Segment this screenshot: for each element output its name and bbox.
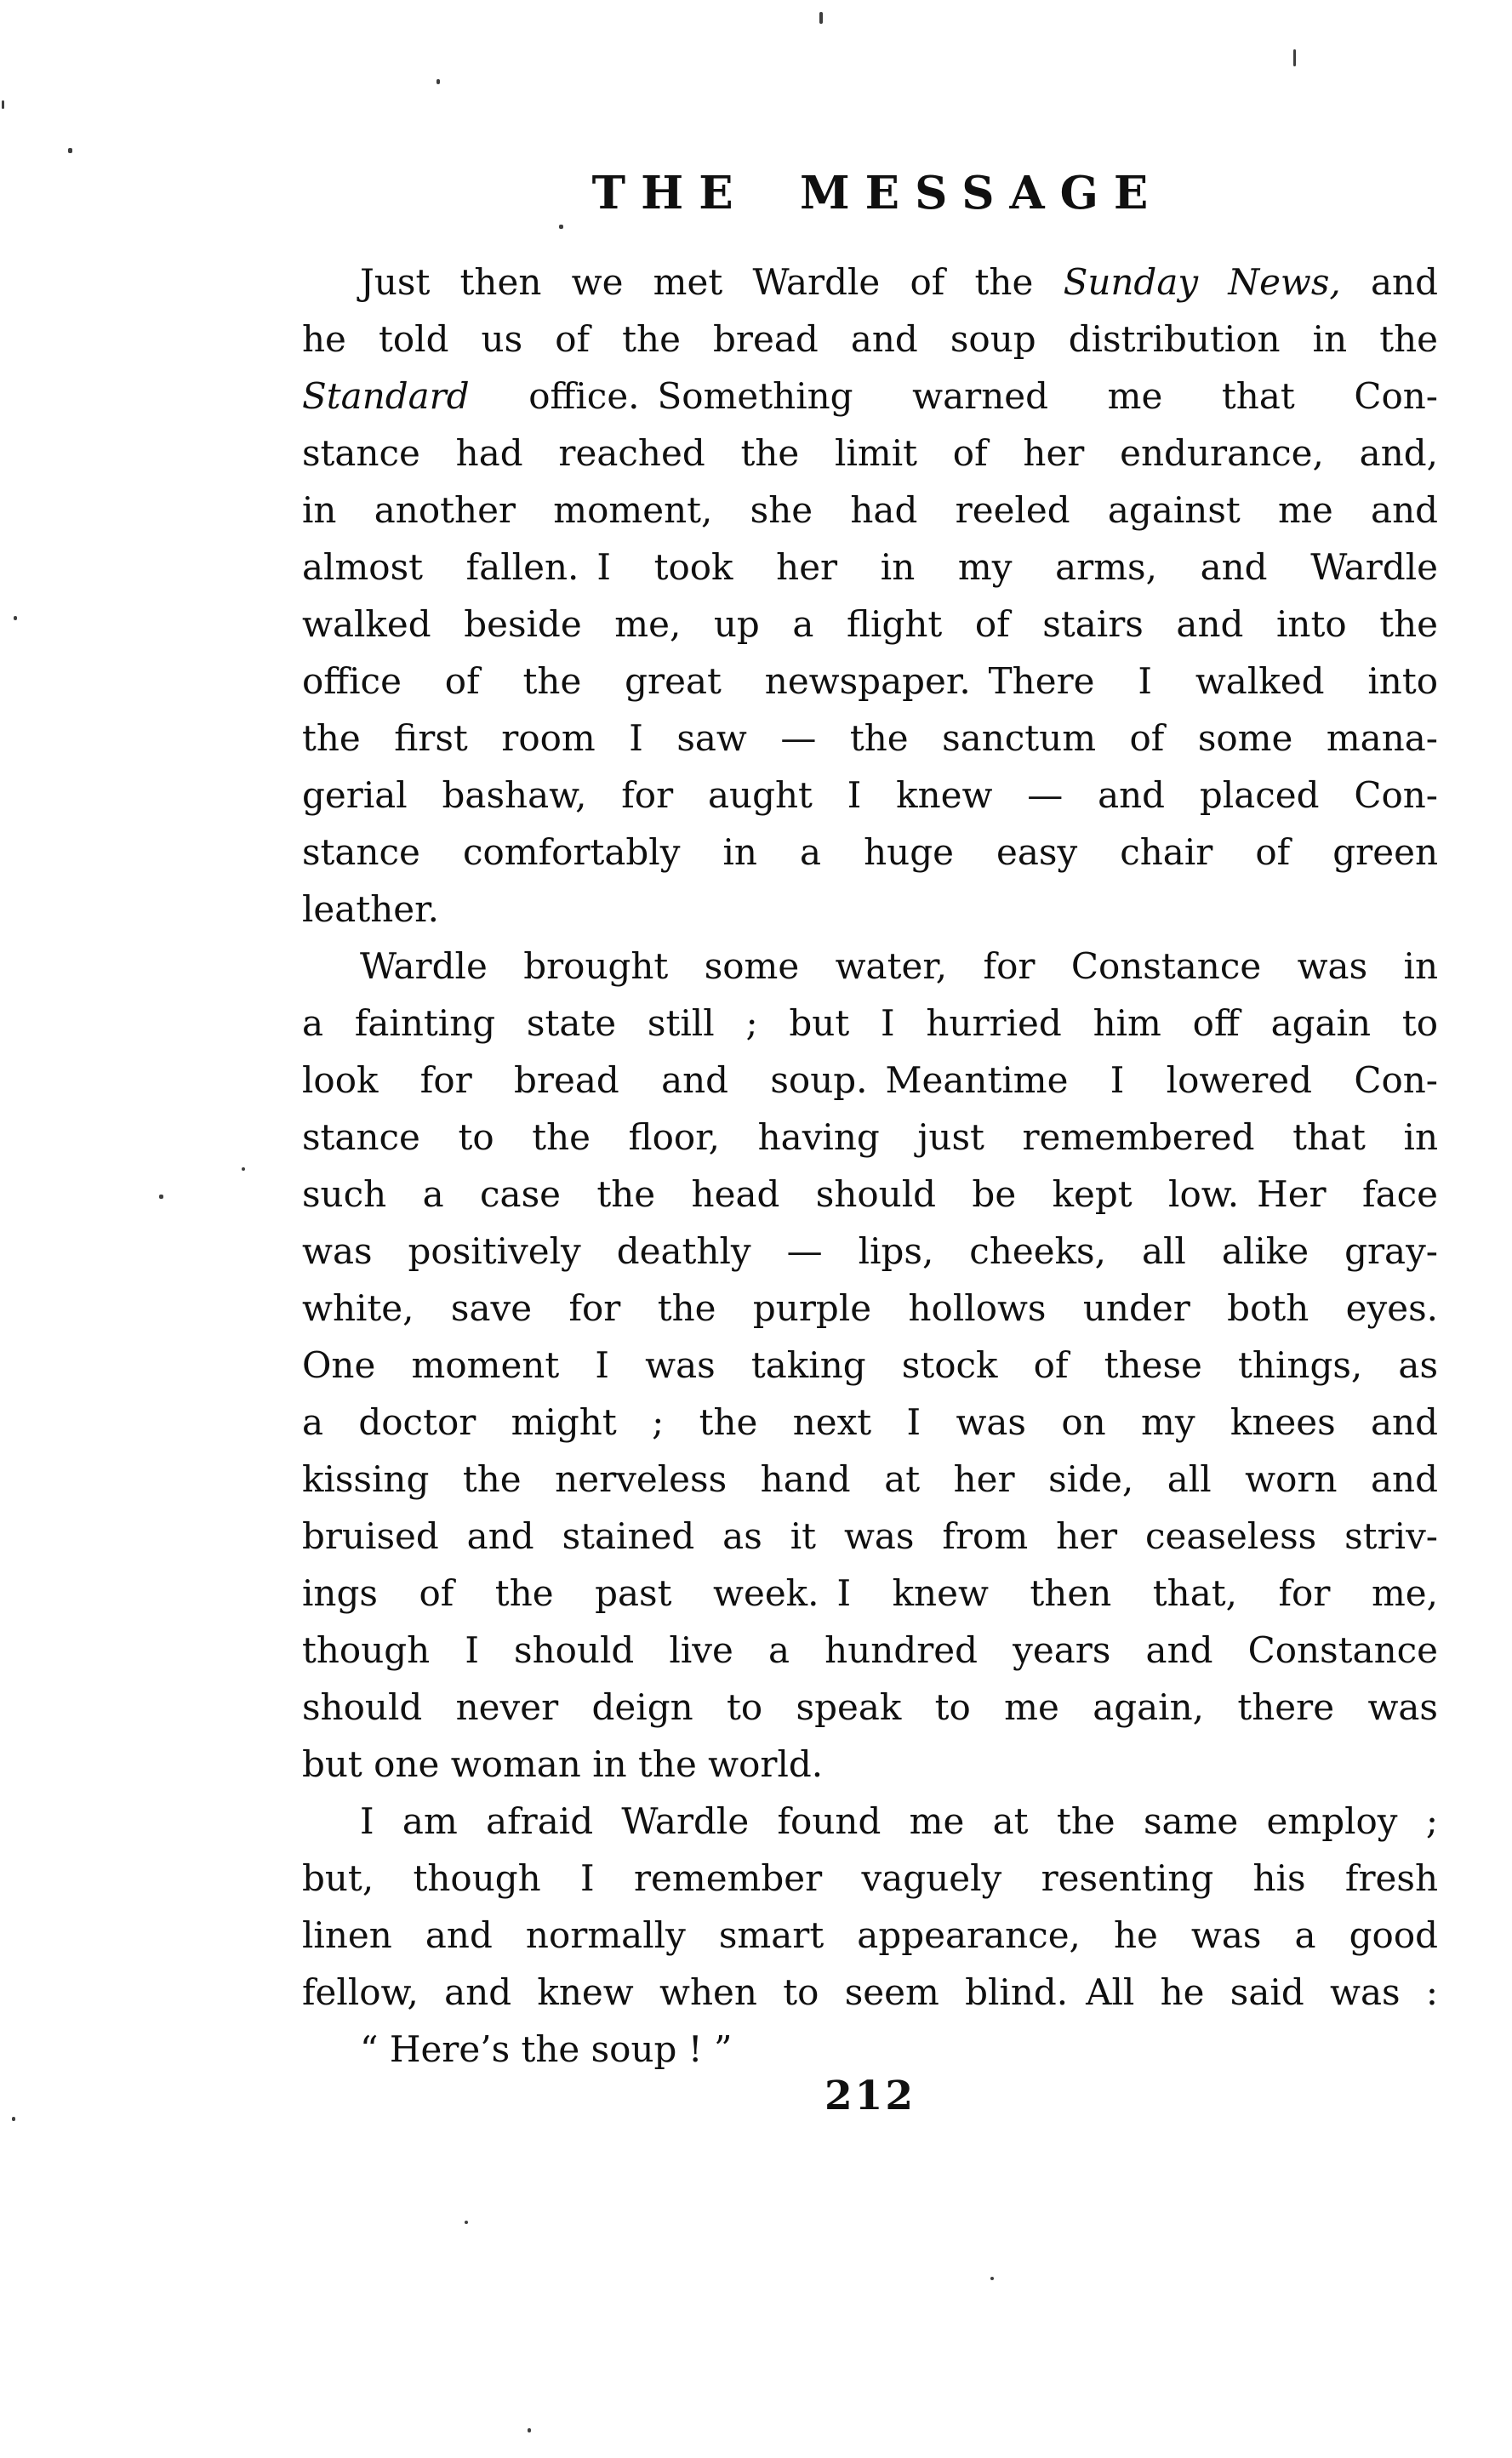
text-line: [302, 1736, 1438, 1793]
text-line: [302, 1793, 1438, 1850]
italic-text-segment: Sunday News,: [1063, 261, 1341, 303]
text-line: [302, 1907, 1438, 1964]
text-segment: white, save for the purple hollows under both eyes.: [302, 1287, 1438, 1329]
text-line: [302, 1508, 1438, 1565]
scan-speck: [68, 148, 72, 153]
text-line: [302, 368, 1438, 425]
text-block: [302, 254, 1438, 2078]
text-segment: bruised and stained as it was from her ceaseless striv-: [302, 1515, 1438, 1557]
text-line: [302, 1565, 1438, 1622]
text-segment: kissing the nerveless hand at her side, all worn and: [302, 1458, 1438, 1500]
text-line: [302, 1394, 1438, 1451]
text-line: [302, 311, 1438, 368]
text-segment: stance had reached the limit of her endurance, and,: [302, 432, 1438, 474]
text-segment: walked beside me, up a flight of stairs and into the: [302, 603, 1438, 645]
scan-speck: [242, 1167, 245, 1171]
text-line: [302, 2021, 1438, 2078]
text-segment: a doctor might ; the next I was on my knees and: [302, 1401, 1438, 1443]
scan-speck: [12, 2117, 15, 2121]
text-segment: ings of the past week. I knew then that, for me,: [302, 1572, 1438, 1614]
scan-speck: [465, 2221, 468, 2224]
scan-speck: [819, 12, 823, 24]
text-segment: “ Here’s the soup ! ”: [360, 2028, 733, 2070]
text-segment: Just then we met Wardle of the: [360, 261, 1064, 303]
text-segment: the first room I saw — the sanctum of some mana-: [302, 717, 1438, 759]
text-segment: but, though I remember vaguely resenting his fresh: [302, 1857, 1438, 1899]
text-line: [302, 1223, 1438, 1280]
text-line: [302, 824, 1438, 881]
text-segment: fellow, and knew when to seem blind. All he said was :: [302, 1971, 1438, 2013]
text-segment: but one woman in the world.: [302, 1743, 824, 1785]
text-segment: and: [1340, 261, 1438, 303]
text-line: [302, 482, 1438, 539]
text-segment: such a case the head should be kept low. Her face: [302, 1173, 1438, 1215]
text-segment: should never deign to speak to me again, there was: [302, 1686, 1438, 1728]
page-number: 212: [824, 2073, 916, 2119]
text-segment: in another moment, she had reeled against me and: [302, 489, 1438, 531]
scan-speck: [14, 616, 17, 620]
text-line: [302, 1451, 1438, 1508]
text-line: [302, 1280, 1438, 1337]
text-line: [302, 254, 1438, 311]
scan-speck: [2, 100, 4, 109]
chapter-title: THE MESSAGE: [591, 167, 1164, 220]
text-segment: almost fallen. I took her in my arms, and Wardle: [302, 546, 1438, 588]
text-segment: a fainting state still ; but I hurried him off again to: [302, 1002, 1438, 1044]
text-segment: gerial bashaw, for aught I knew — and placed Con-: [302, 774, 1438, 816]
text-segment: One moment I was taking stock of these things, as: [302, 1344, 1438, 1386]
text-segment: look for bread and soup. Meantime I lowered Con-: [302, 1059, 1438, 1101]
text-segment: linen and normally smart appearance, he was a good: [302, 1914, 1438, 1956]
text-line: [302, 1850, 1438, 1907]
text-line: [302, 710, 1438, 767]
text-line: [302, 881, 1438, 938]
text-line: [302, 1052, 1438, 1109]
italic-text-segment: Standard: [302, 375, 470, 417]
text-line: [302, 1337, 1438, 1394]
scan-speck: [1293, 49, 1296, 66]
text-line: [302, 539, 1438, 596]
text-line: [302, 596, 1438, 653]
text-line: [302, 653, 1438, 710]
text-line: [302, 938, 1438, 995]
text-segment: office of the great newspaper. There I walked into: [302, 660, 1438, 702]
text-segment: he told us of the bread and soup distribution in the: [302, 318, 1438, 360]
text-line: [302, 425, 1438, 482]
scan-speck: [159, 1195, 163, 1199]
text-line: [302, 1109, 1438, 1166]
text-line: [302, 1679, 1438, 1736]
text-segment: stance to the floor, having just remembered that in: [302, 1116, 1438, 1158]
text-segment: Wardle brought some water, for Constance was in: [360, 945, 1438, 987]
text-line: [302, 995, 1438, 1052]
text-line: [302, 1964, 1438, 2021]
text-segment: leather.: [302, 888, 439, 930]
text-segment: was positively deathly — lips, cheeks, all alike gray-: [302, 1230, 1438, 1272]
text-segment: office. Something warned me that Con-: [469, 375, 1438, 417]
text-line: [302, 1622, 1438, 1679]
scan-speck: [559, 225, 563, 229]
text-line: [302, 767, 1438, 824]
scan-speck: [436, 79, 440, 84]
text-line: [302, 1166, 1438, 1223]
text-segment: though I should live a hundred years and Constance: [302, 1629, 1438, 1671]
scan-speck: [528, 2428, 531, 2432]
text-segment: I am afraid Wardle found me at the same employ ;: [360, 1800, 1438, 1842]
text-segment: stance comfortably in a huge easy chair of green: [302, 831, 1438, 873]
scan-speck: [990, 2277, 994, 2280]
